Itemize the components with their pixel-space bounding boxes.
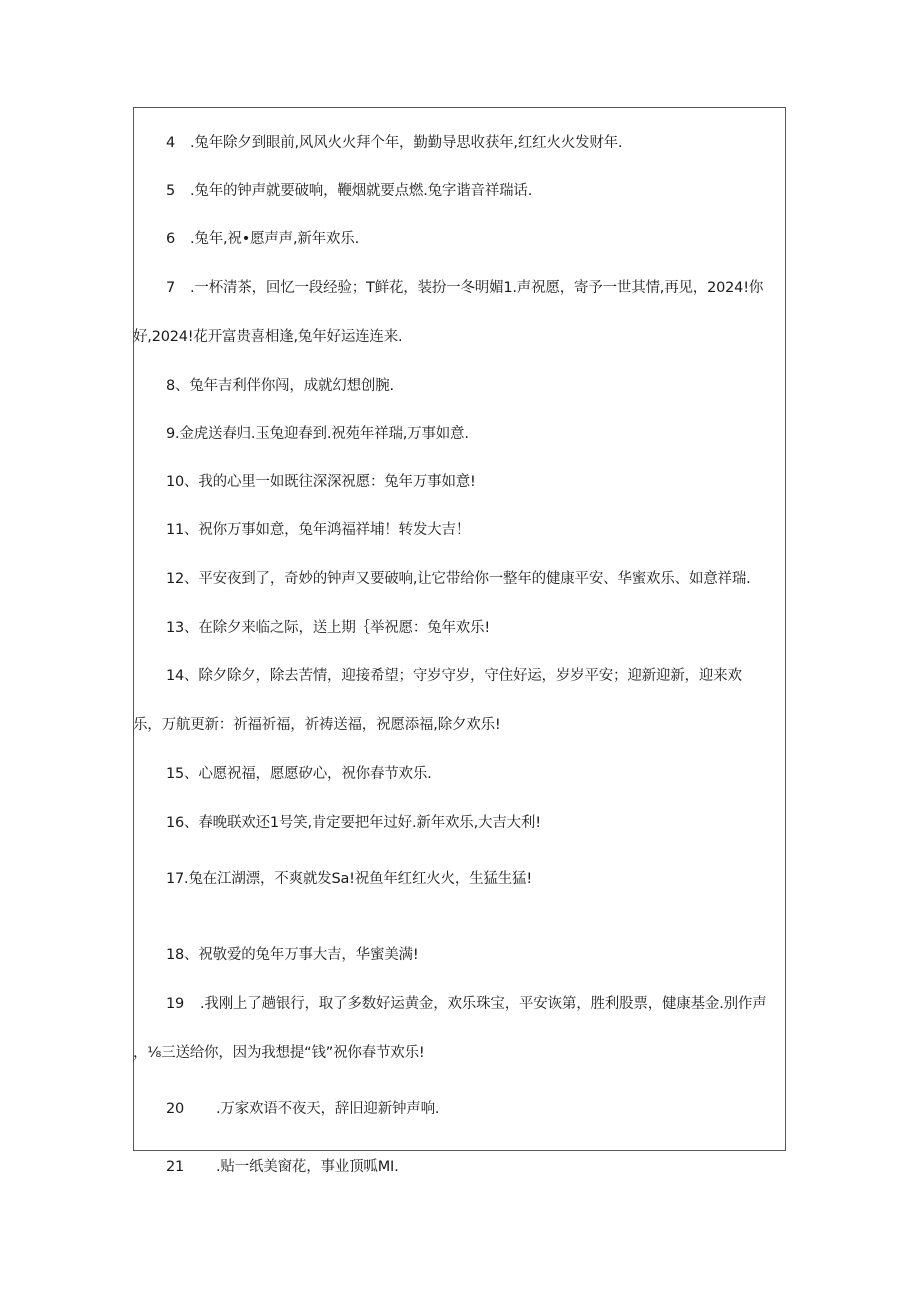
list-item: 11、祝你万事如意，兔年鸿福祥埔！转发大吉！: [166, 522, 471, 538]
item-text: .一杯清茶，回忆一段经验；T鲜花，装扮一冬明媚1.声祝愿，寄予一世其情,再见，2024!你: [190, 280, 764, 296]
item-text: .贴一纸美窗花，事业顶呱MI.: [216, 1159, 399, 1175]
item-text: .我刚上了趟银行，取了多数好运黄金，欢乐珠宝，平安诙第，胜利股票，健康基金.别作声: [200, 996, 767, 1012]
item-text: .万家欢语不夜天，辞旧迎新钟声响.: [216, 1101, 440, 1117]
item-text: .兔年的钟声就要破响，鞭烟就要点燃.兔字谐音祥瑞话.: [190, 183, 533, 199]
item-text: .兔年,祝•愿声声,新年欢乐.: [190, 231, 359, 247]
list-item-continuation: 乐，万航更新：祈福祈福，祈祷送福，祝愿添福,除夕欢乐!: [133, 717, 501, 733]
item-number: 21: [166, 1159, 185, 1175]
list-item: 9.金虎送春归.玉兔迎春到.祝苑年祥瑞,万事如意.: [166, 426, 469, 442]
list-item: [166, 279, 763, 297]
list-item: 13、在除夕来临之际，送上期｛举祝愿：兔年欢乐!: [166, 620, 490, 636]
list-item: 16、春晚联欢还1号笑,肯定要把年过好.新年欢乐,大吉大利!: [166, 815, 541, 831]
list-item: 18、祝敬爱的兔年万事大吉，华蜜美满!: [166, 947, 419, 963]
item-number: 20: [166, 1101, 185, 1117]
item-number: 4: [166, 135, 176, 151]
list-item: 8、兔年吉利伴你闯，成就幻想创腕.: [166, 378, 394, 394]
list-item: 10、我的心里一如既往深深祝愿：兔年万事如意!: [166, 474, 476, 490]
list-item: 14、除夕除夕，除去苦情，迎接希望；守岁守岁，守住好运，岁岁平安；迎新迎新，迎来欢: [166, 668, 742, 684]
list-item-continuation: 好,2024!花开富贵喜相逢,兔年好运连连来.: [133, 329, 403, 345]
list-item: [166, 182, 532, 200]
item-number: 5: [166, 183, 176, 199]
list-item: [166, 995, 767, 1013]
item-number: 19: [166, 996, 185, 1012]
item-number: 6: [166, 231, 176, 247]
list-item: 12、平安夜到了，奇妙的钟声又要破响,让它带给你一整年的健康平安、华蜜欢乐、如意祥瑞.: [166, 571, 751, 587]
list-item: 17.兔在江湖漂，不爽就发Sa!祝鱼年红红火火，生猛生猛!: [166, 871, 532, 887]
list-item: [166, 1158, 399, 1176]
list-item: 15、心愿祝福，愿愿矽心，祝你春节欢乐.: [166, 766, 432, 782]
list-item-continuation: ，⅛三送给你，因为我想提“钱”祝你春节欢乐!: [133, 1045, 425, 1061]
item-number: 7: [166, 280, 176, 296]
item-text: .兔年除夕到眼前,风风火火拜个年，勤勤导思收获年,红红火火发财年.: [190, 135, 623, 151]
list-item: [166, 134, 622, 152]
list-item: [166, 230, 359, 248]
list-item: [166, 1100, 439, 1118]
